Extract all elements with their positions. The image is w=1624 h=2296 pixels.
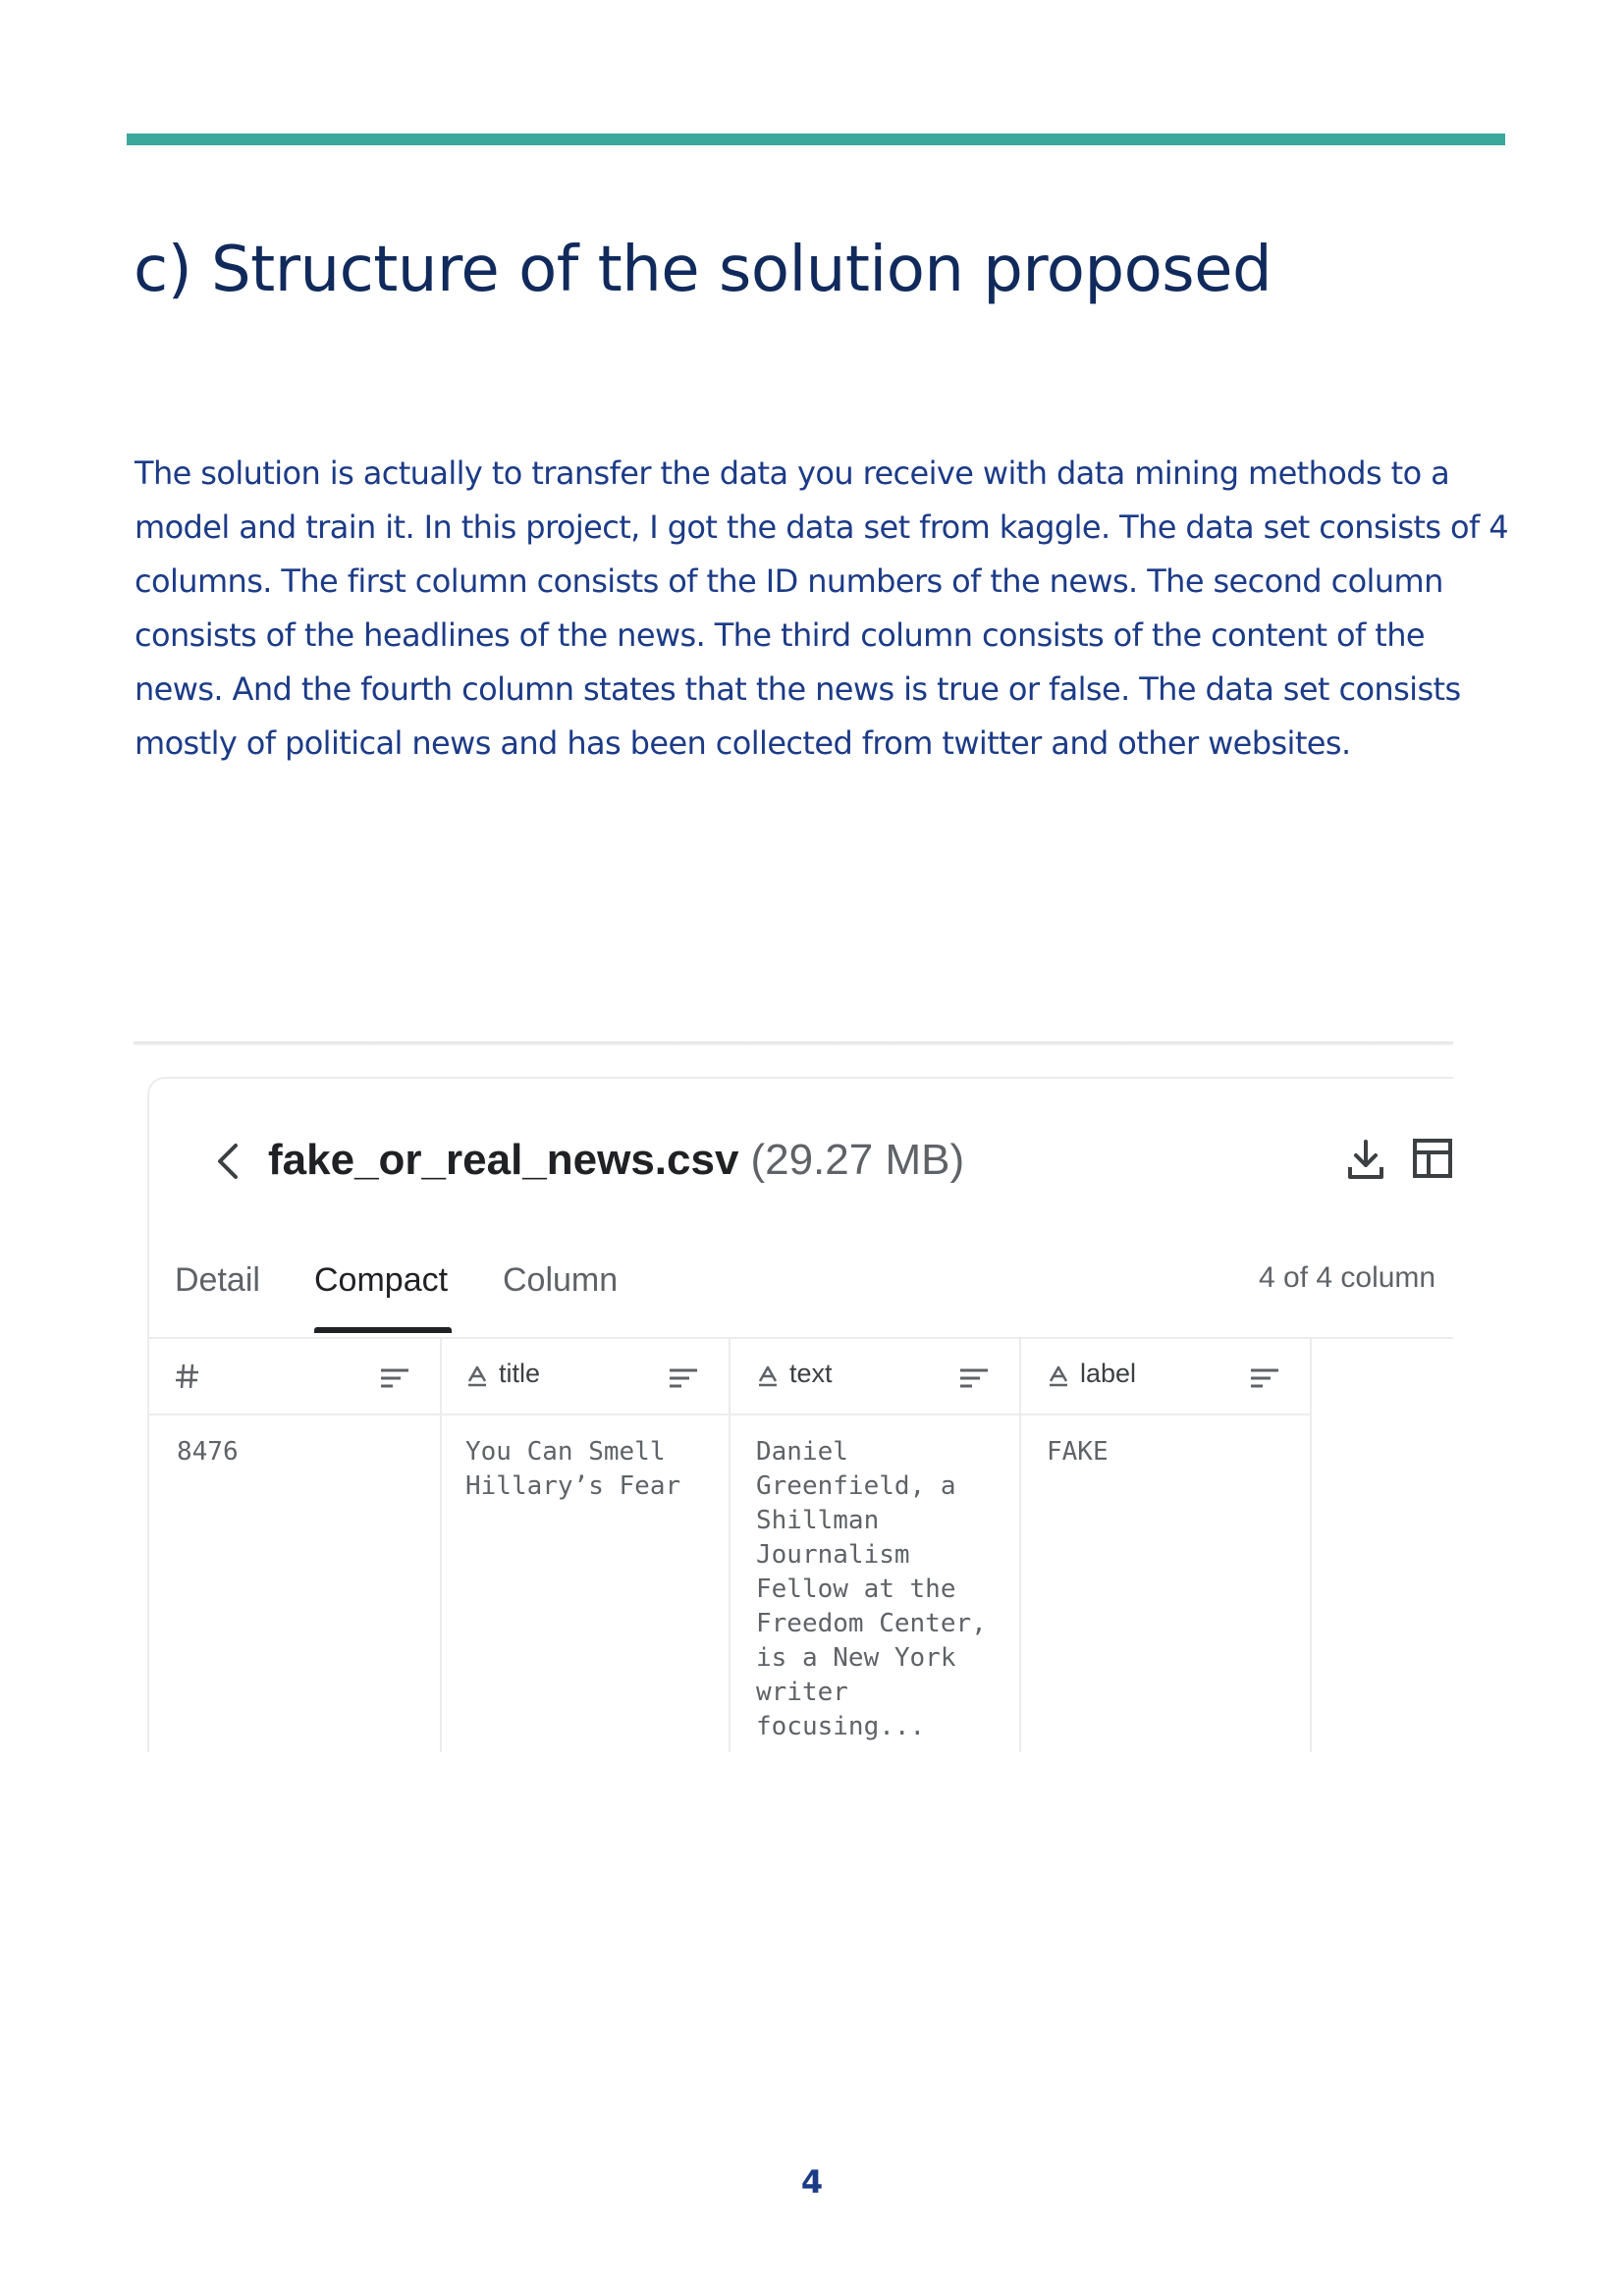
sort-icon[interactable]	[1249, 1366, 1280, 1390]
string-type-icon	[467, 1365, 487, 1387]
column-header-label-col[interactable]	[1019, 1339, 1310, 1415]
page-number: 4	[800, 2163, 824, 2201]
file-title	[268, 1131, 964, 1190]
table-cell-text: Daniel Greenfield, a Shillman Journalism Fellow at the Freedom Center, is a New York writer focusing...	[756, 1437, 987, 1741]
section-heading: c) Structure of the solution proposed	[134, 234, 1272, 306]
hash-icon	[175, 1362, 200, 1390]
table-cell-title: You Can Smell Hillary’s Fear	[465, 1437, 681, 1501]
column-header-text[interactable]	[729, 1339, 1019, 1415]
file-size: (29.27 MB)	[750, 1136, 965, 1184]
table-column-label	[1019, 1339, 1312, 1752]
active-tab-indicator	[314, 1327, 452, 1333]
column-header-label: label	[1080, 1359, 1137, 1388]
chevron-left-icon[interactable]	[214, 1140, 244, 1183]
sort-icon[interactable]	[379, 1366, 410, 1390]
tab-compact[interactable]: Compact	[314, 1261, 449, 1299]
data-table	[147, 1339, 1314, 1752]
table-cell-label: FAKE	[1047, 1437, 1109, 1467]
table-layout-icon[interactable]	[1412, 1138, 1453, 1179]
column-count: 4 of 4 column	[1259, 1261, 1436, 1294]
column-header-id[interactable]	[149, 1339, 440, 1415]
tab-column[interactable]: Column	[503, 1261, 619, 1299]
tab-detail[interactable]: Detail	[175, 1261, 260, 1299]
screenshot-top-divider	[134, 1041, 1453, 1045]
string-type-icon	[758, 1365, 778, 1387]
sort-icon[interactable]	[668, 1366, 699, 1390]
column-header-label: title	[499, 1359, 541, 1388]
column-header-title[interactable]	[438, 1339, 729, 1415]
string-type-icon	[1049, 1365, 1068, 1387]
file-name: fake_or_real_news.csv	[268, 1136, 739, 1184]
body-paragraph: The solution is actually to transfer the data you receive with data mining methods to a model and train it. In this project, I got the data set from kaggle. The data set consists of 4 columns. The first column consists of the ID numbers of the news. The second column consists of the headlines of the news. The third column consists of the content of the news. And the fourth column states that the news is true or false. The data set consists mostly of political news and has been collected from twitter and other websites.	[135, 454, 1508, 762]
table-cell-id: 8476	[177, 1437, 239, 1467]
header-accent-rule	[127, 133, 1505, 145]
dataset-viewer-screenshot	[134, 1036, 1453, 1752]
download-icon[interactable]	[1346, 1138, 1385, 1181]
column-header-label: text	[789, 1359, 833, 1388]
table-column-id	[147, 1339, 442, 1752]
table-column-text	[729, 1339, 1021, 1752]
table-column-title	[438, 1339, 731, 1752]
sort-icon[interactable]	[958, 1366, 990, 1390]
